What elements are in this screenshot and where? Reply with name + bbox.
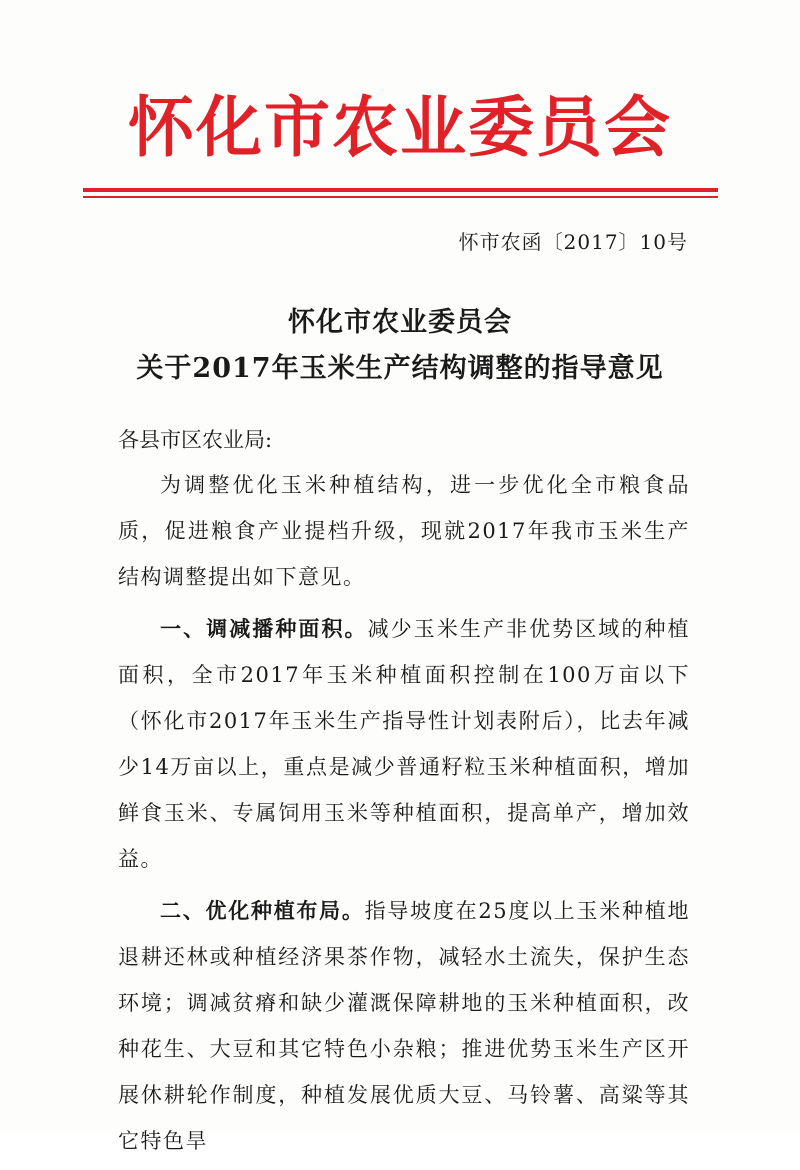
section-text-2: 指导坡度在25度以上玉米种植地退耕还林或种植经济果茶作物，减轻水土流失，保护生态环境；调减贫瘠和缺少灌溉保障耕地的玉米种植面积，改种花生、大豆和其它特色小杂粮；推进优势玉米生产区开展休耕轮作制度，种植发展优质大豆、马铃薯、高粱等其它特色旱 <box>118 899 690 1153</box>
document-body <box>118 462 690 1170</box>
masthead-org-name: 怀化市农业委员会 <box>128 89 672 166</box>
section-heading-2: 二、优化种植布局。 <box>160 899 365 923</box>
intro-paragraph: 为调整优化玉米种植结构，进一步优化全市粮食品质，促进粮食产业提档升级，现就2017年我市玉米生产结构调整提出如下意见。 <box>118 473 690 589</box>
salutation: 各县市区农业局: <box>118 428 273 452</box>
section-paragraph-1 <box>118 606 690 882</box>
section-paragraph-2 <box>118 888 690 1164</box>
document-title <box>0 300 800 392</box>
title-line-2: 关于2017年玉米生产结构调整的指导意见 <box>136 353 664 384</box>
document-number: 怀市农函〔2017〕10号 <box>458 230 688 254</box>
masthead-red-rule-thin <box>83 196 718 198</box>
masthead-red-rule-thick <box>83 188 718 192</box>
section-text-1: 减少玉米生产非优势区域的种植面积，全市2017年玉米种植面积控制在100万亩以下（怀化市2017年玉米生产指导性计划表附后），比去年减少14万亩以上，重点是减少普通籽粒玉米种植面积，增加鲜食玉米、专属饲用玉米等种植面积，提高单产，增加效益。 <box>118 617 691 871</box>
title-line-1: 怀化市农业委员会 <box>288 307 512 338</box>
section-heading-1: 一、调减播种面积。 <box>160 617 368 641</box>
